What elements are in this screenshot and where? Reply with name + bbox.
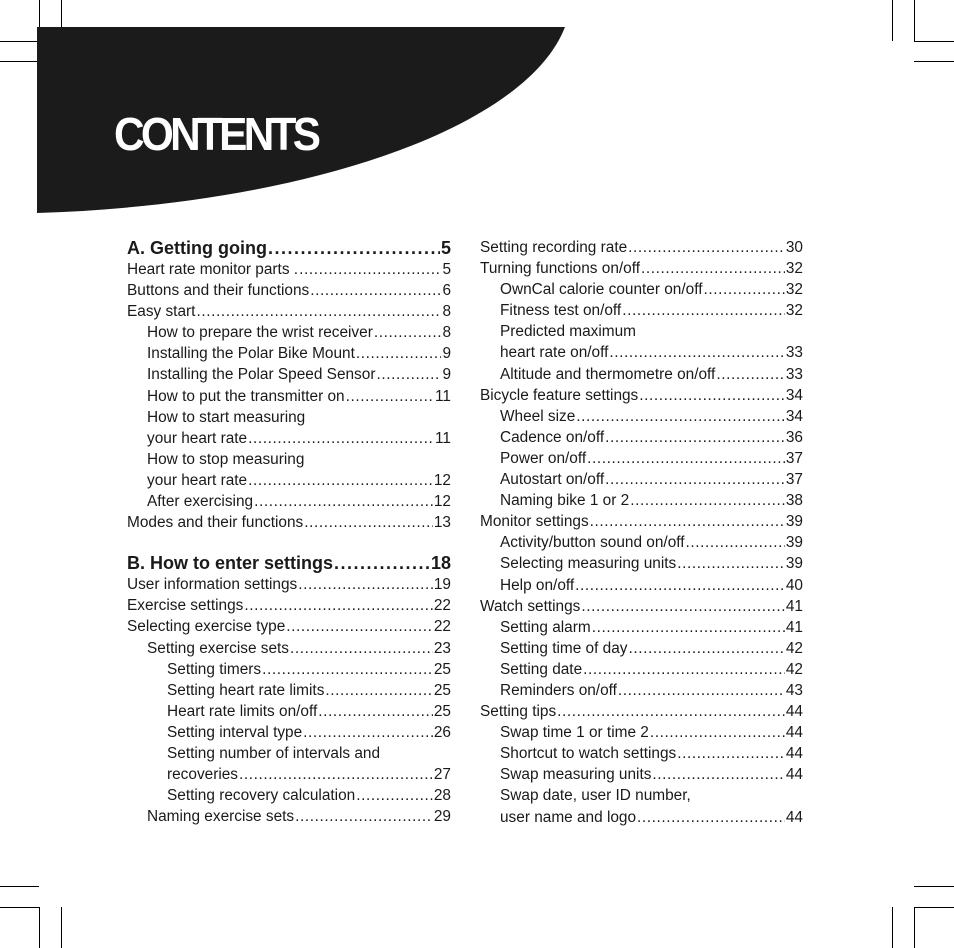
toc-entry-label: Easy start [127, 303, 196, 321]
toc-entry[interactable] [480, 659, 803, 680]
toc-entry[interactable] [480, 553, 803, 574]
toc-page-number: 33 [785, 365, 803, 383]
toc-page-number: 34 [785, 386, 803, 404]
toc-entry[interactable] [127, 491, 451, 512]
toc-entry[interactable] [127, 343, 451, 364]
toc-entry-label: Predicted maximum [500, 323, 636, 341]
dot-leader [239, 764, 433, 785]
dot-leader [677, 553, 785, 574]
dot-leader [298, 574, 433, 595]
dot-leader [286, 616, 433, 637]
toc-page-number: 8 [442, 303, 451, 321]
dot-leader [618, 680, 785, 701]
toc-entry[interactable] [480, 279, 803, 300]
toc-entry-label: Bicycle feature settings [480, 386, 639, 404]
toc-entry[interactable] [480, 617, 803, 638]
toc-entry-label: How to start measuring [147, 408, 306, 426]
dot-leader [334, 552, 430, 574]
toc-entry[interactable] [127, 280, 451, 301]
crop-mark [914, 0, 915, 41]
toc-entry[interactable] [480, 764, 803, 785]
toc-page-number: 8 [442, 324, 451, 342]
toc-entry-label: Setting tips [480, 703, 557, 721]
toc-entry-label: Setting alarm [500, 618, 591, 636]
dot-leader [628, 237, 785, 258]
toc-entry[interactable] [127, 764, 451, 785]
toc-entry-label: Setting recording rate [480, 239, 628, 256]
toc-page-number: 41 [785, 597, 803, 615]
toc-page-number: 11 [435, 429, 451, 447]
toc-entry-label: Setting date [500, 660, 583, 678]
dot-leader [576, 406, 785, 427]
toc-entry[interactable] [480, 300, 803, 321]
toc-entry-label: Setting heart rate limits [167, 681, 325, 699]
dot-leader [590, 511, 785, 532]
toc-entry-label: Swap date, user ID number, [500, 787, 691, 805]
dot-leader [639, 385, 785, 406]
toc-entry[interactable] [127, 428, 451, 449]
toc-entry[interactable] [127, 512, 451, 533]
toc-page-number: 44 [785, 766, 803, 784]
dot-leader [196, 301, 441, 322]
toc-entry[interactable] [127, 407, 451, 428]
toc-entry-label: Setting interval type [167, 723, 303, 741]
dot-leader [262, 659, 433, 680]
toc-entry[interactable] [480, 342, 803, 363]
toc-entry[interactable] [127, 701, 451, 722]
crop-mark [0, 907, 39, 908]
dot-leader [628, 638, 784, 659]
crop-mark [914, 907, 954, 908]
toc-page-number: 42 [785, 660, 803, 678]
toc-section-heading[interactable] [127, 237, 451, 259]
toc-entry[interactable] [480, 258, 803, 279]
toc-page-number: 32 [785, 260, 803, 278]
toc-page-number: 6 [442, 282, 451, 300]
dot-leader [325, 680, 432, 701]
toc-entry-label: your heart rate [147, 471, 248, 489]
toc-entry-label: Selecting exercise type [127, 618, 286, 636]
toc-entry-label: Modes and their functions [127, 514, 304, 532]
toc-entry-label: Watch settings [480, 597, 581, 615]
toc-page-number: 33 [785, 344, 803, 362]
toc-page-number: 32 [785, 281, 803, 299]
toc-entry[interactable] [127, 574, 451, 595]
toc-entry-label: Exercise settings [127, 597, 244, 615]
toc-page-number: 9 [442, 345, 451, 363]
toc-entry-label: User information settings [127, 576, 298, 594]
toc-entry-label: Heart rate limits on/off [167, 702, 318, 720]
dot-leader [641, 258, 785, 279]
toc-right-column [480, 237, 803, 828]
dot-leader [716, 364, 785, 385]
toc-page-number: 11 [435, 387, 451, 405]
toc-page-number: 43 [785, 681, 803, 699]
toc-entry[interactable] [127, 470, 451, 491]
toc-entry-label: Monitor settings [480, 513, 589, 531]
toc-page-number: 22 [433, 618, 451, 636]
toc-entry-label: Buttons and their functions [127, 282, 310, 300]
toc-entry-label: Swap time 1 or time 2 [500, 724, 649, 742]
section-gap [127, 533, 451, 552]
toc-entry[interactable] [127, 722, 451, 743]
toc-entry-label: Shortcut to watch settings [500, 745, 677, 763]
dot-leader [248, 470, 433, 491]
toc-entry-label: Altitude and thermometre on/off [500, 365, 716, 383]
toc-entry-label: Activity/button sound on/off [500, 534, 685, 552]
toc-entry-label: Help on/off [500, 576, 575, 594]
toc-entry[interactable] [480, 701, 803, 722]
toc-entry-label: After exercising [147, 493, 254, 511]
toc-entry[interactable] [480, 807, 803, 828]
toc-page-number: 23 [433, 639, 451, 657]
toc-entry[interactable] [127, 785, 451, 806]
toc-entry-label: How to put the transmitter on [147, 387, 345, 405]
dot-leader [575, 575, 785, 596]
toc-entry[interactable] [480, 511, 803, 532]
toc-page-number: 28 [433, 787, 451, 805]
toc-entry[interactable] [127, 616, 451, 637]
dot-leader [605, 427, 785, 448]
toc-entry-label: Power on/off [500, 449, 587, 467]
toc-entry[interactable] [127, 301, 451, 322]
toc-entry-label: Installing the Polar Bike Mount [147, 345, 355, 363]
toc-entry[interactable] [480, 469, 803, 490]
toc-entry[interactable] [480, 638, 803, 659]
toc-entry-label: Cadence on/off [500, 428, 605, 446]
toc-entry-label: Autostart on/off [500, 471, 605, 489]
toc-page-number: 25 [433, 660, 451, 678]
toc-entry-label: Setting recovery calculation [167, 787, 356, 805]
toc-entry[interactable] [480, 743, 803, 764]
toc-entry-label: Installing the Polar Speed Sensor [147, 366, 376, 384]
toc-entry[interactable] [127, 680, 451, 701]
toc-entry[interactable] [480, 722, 803, 743]
crop-mark [892, 907, 893, 948]
toc-entry[interactable] [127, 659, 451, 680]
dot-leader [310, 280, 441, 301]
toc-page-number: 18 [430, 553, 451, 574]
toc-entry-label: Selecting measuring units [500, 555, 677, 573]
toc-page-number: 39 [785, 555, 803, 573]
dot-leader [557, 701, 785, 722]
toc-entry[interactable] [480, 680, 803, 701]
toc-page-number: 44 [785, 703, 803, 721]
dot-leader [290, 638, 433, 659]
dot-leader [376, 364, 441, 385]
toc-page-number: 40 [785, 576, 803, 594]
dot-leader [637, 807, 785, 828]
toc-entry-label: Naming bike 1 or 2 [500, 492, 630, 510]
toc-entry[interactable] [127, 322, 451, 343]
dot-leader [609, 342, 784, 363]
toc-entry-label: OwnCal calorie counter on/off [500, 281, 703, 299]
toc-section-heading[interactable] [127, 552, 451, 574]
toc-page-number: 34 [785, 407, 803, 425]
toc-entry[interactable] [127, 595, 451, 616]
toc-entry[interactable] [127, 364, 451, 385]
toc-page-number: 25 [433, 702, 451, 720]
dot-leader [356, 343, 442, 364]
toc-page-number: 44 [785, 808, 803, 826]
dot-leader [304, 512, 433, 533]
toc-entry-label: Setting exercise sets [147, 639, 290, 657]
toc-entry[interactable] [127, 259, 451, 280]
dot-leader [583, 659, 785, 680]
toc-page-number: 30 [785, 239, 803, 256]
toc-entry[interactable] [127, 806, 451, 827]
dot-leader [581, 596, 785, 617]
toc-entry-label: your heart rate [147, 429, 248, 447]
toc-entry-label: Wheel size [500, 407, 576, 425]
toc-entry[interactable] [480, 532, 803, 553]
toc-entry-label: A. Getting going [127, 238, 267, 258]
toc-page-number: 39 [785, 534, 803, 552]
dot-leader [630, 490, 785, 511]
toc-page-number: 39 [785, 513, 803, 531]
toc-entry[interactable] [480, 385, 803, 406]
toc-entry-label: How to prepare the wrist receiver [147, 324, 373, 342]
dot-leader [605, 469, 785, 490]
dot-leader [622, 300, 785, 321]
toc-page-number: 37 [785, 471, 803, 489]
dot-leader [268, 237, 440, 259]
dot-leader [356, 785, 433, 806]
toc-page-number: 44 [785, 745, 803, 763]
toc-entry[interactable] [127, 449, 451, 470]
toc-entry[interactable] [127, 638, 451, 659]
toc-page-number: 37 [785, 449, 803, 467]
toc-entry[interactable] [480, 321, 803, 342]
toc-entry-label: Setting timers [167, 660, 262, 678]
toc-entry-label: Turning functions on/off [480, 260, 640, 278]
dot-leader [248, 428, 434, 449]
toc-page-number: 41 [785, 618, 803, 636]
toc-entry-label: heart rate on/off [500, 344, 609, 362]
toc-entry-label: B. How to enter settings [127, 553, 334, 574]
toc-entry-label: Swap measuring units [500, 766, 652, 784]
toc-entry[interactable] [480, 575, 803, 596]
toc-entry-label: Setting number of intervals and [167, 744, 381, 762]
toc-page-number: 12 [433, 471, 451, 489]
dot-leader [318, 701, 433, 722]
toc-page-number: 25 [433, 681, 451, 699]
page-title: CONTENTS [114, 108, 318, 160]
toc-page-number: 5 [442, 261, 451, 278]
toc-left-column [127, 237, 451, 827]
dot-leader [295, 806, 433, 827]
dot-leader [299, 259, 441, 280]
toc-entry[interactable] [480, 448, 803, 469]
toc-page-number: 36 [785, 428, 803, 446]
dot-leader [303, 722, 433, 743]
dot-leader [686, 532, 785, 553]
dot-leader [587, 448, 785, 469]
toc-entry[interactable] [480, 406, 803, 427]
toc-entry[interactable] [480, 785, 803, 806]
toc-entry[interactable] [480, 596, 803, 617]
toc-page-number: 42 [785, 639, 803, 657]
dot-leader [244, 595, 433, 616]
crop-mark [892, 0, 893, 41]
dot-leader [703, 279, 784, 300]
crop-mark [914, 907, 915, 948]
toc-entry[interactable] [127, 743, 451, 764]
toc-page-number: 38 [785, 492, 803, 510]
crop-mark [61, 907, 62, 948]
toc-page-number: 27 [433, 766, 451, 784]
toc-entry[interactable] [127, 386, 451, 407]
toc-entry-label: How to stop measuring [147, 450, 305, 468]
crop-mark [39, 907, 40, 948]
dot-leader [650, 722, 785, 743]
dot-leader [346, 386, 434, 407]
toc-page-number: 22 [433, 597, 451, 615]
toc-page-number: 29 [433, 808, 451, 826]
crop-mark [914, 61, 954, 62]
crop-mark [914, 41, 954, 42]
toc-entry-label: recoveries [167, 766, 238, 784]
dot-leader [677, 743, 785, 764]
crop-mark [0, 886, 39, 887]
dot-leader [592, 617, 785, 638]
toc-page-number: 13 [433, 514, 451, 532]
dot-leader [254, 491, 433, 512]
toc-page-number: 44 [785, 724, 803, 742]
toc-entry[interactable] [480, 364, 803, 385]
toc-page-number: 5 [440, 238, 451, 258]
dot-leader [374, 322, 442, 343]
toc-entry[interactable] [480, 490, 803, 511]
toc-entry[interactable] [480, 427, 803, 448]
toc-entry-label: Naming exercise sets [147, 808, 295, 826]
dot-leader [652, 764, 784, 785]
toc-page-number: 32 [785, 302, 803, 320]
toc-entry-label: user name and logo [500, 808, 637, 826]
toc-entry-label: Setting time of day [500, 639, 628, 657]
toc-page-number: 9 [442, 366, 451, 384]
toc-entry-label: Heart rate monitor parts . [127, 261, 299, 278]
toc-page-number: 19 [433, 576, 451, 594]
crop-mark [914, 886, 954, 887]
toc-entry-label: Reminders on/off [500, 681, 617, 699]
toc-entry[interactable] [480, 237, 803, 258]
toc-entry-label: Fitness test on/off [500, 302, 622, 320]
toc-page-number: 12 [433, 493, 451, 511]
toc-page-number: 26 [433, 723, 451, 741]
